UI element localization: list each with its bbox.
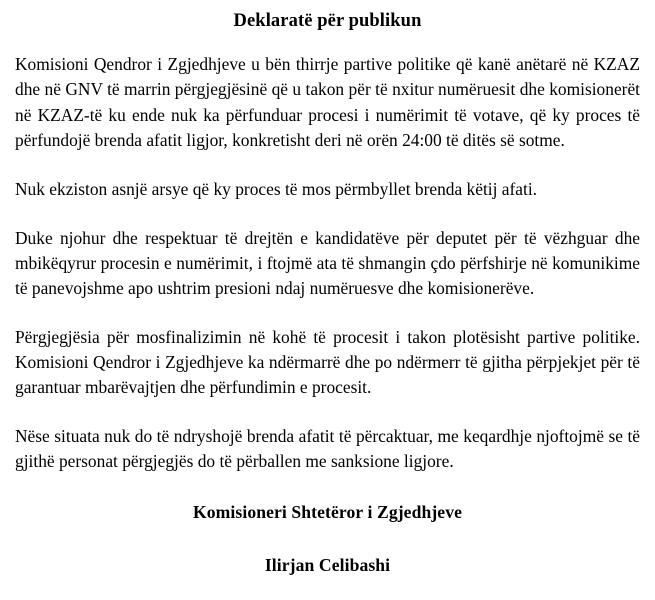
paragraph-3: Duke njohur dhe respektuar të drejtën e kandidatëve për deputet për të vëzhguar dhe mbikëqyrur procesin e numërimit, i ftojmë ata të shmangin çdo përfshirje në komunikime të panevojshme apo ushtrim presioni ndaj numëruesve dhe komisionerëve. <box>15 227 640 298</box>
page-title: Deklaratë për publikun <box>233 11 422 31</box>
document-body <box>15 52 640 474</box>
signatory-name: Ilirjan Celibashi <box>264 554 391 575</box>
signature-spacer <box>15 522 640 555</box>
paragraph-5: Nëse situata nuk do të ndryshojë brenda afatit të përcaktuar, me keqardhje njoftojmë se të gjithë personat përgjegjës do të përballen me sanksione ligjore. <box>15 426 640 472</box>
signatory-role: Komisioneri Shtetëror i Zgjedhjeve <box>192 501 463 522</box>
paragraph-1: Komisioni Qendror i Zgjedhjeve u bën thirrje partive politike që kanë anëtarë në KZAZ dhe në GNV të marrin përgjegjësinë që u takon për të nxitur numëruesit dhe komisionerët në KZAZ-të ku ende nuk ka përfunduar procesi i numërimit të votave, që ky proces të përfundojë brenda afatit ligjor, konkretisht deri në orën 24:00 të ditës së sotme. <box>15 54 640 150</box>
signature-block <box>15 502 640 575</box>
paragraph-2: Nuk ekziston asnjë arsye që ky proces të mos përmbyllet brenda këtij afati. <box>15 178 538 199</box>
paragraph-4: Përgjegjësia për mosfinalizimin në kohë të procesit i takon plotësisht partive politike. Komisioni Qendror i Zgjedhjeve ka ndërmarrë dhe po ndërmerr të gjitha përpjekjet për të garantuar mbarëvajtjen dhe përfundimin e procesit. <box>15 327 640 398</box>
